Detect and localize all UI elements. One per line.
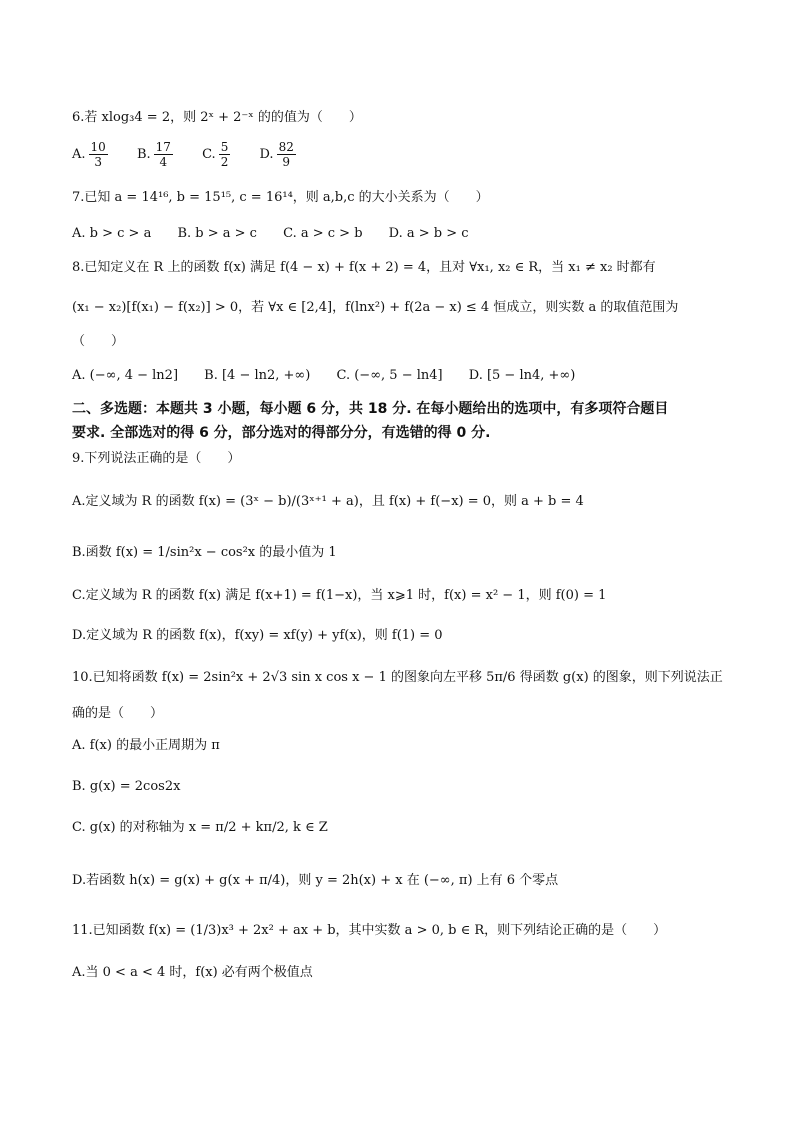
q6-option-b: B. $\frac{17}{4}$	[136, 140, 171, 169]
q8-option-d: D. [5 − ln4, +∞)	[468, 368, 576, 383]
q7-stem: 7.已知 a = 14¹⁶, b = 15¹⁵, c = 16¹⁴，则 a,b,c 的大小关系为（ ）	[72, 190, 489, 205]
q7-option-b: B. b > a > c	[177, 226, 257, 241]
q9-option-a: A.定义域为 R 的函数 f(x) = (3ˣ − b)/(3ˣ⁺¹ + a)，且 f(x) + f(−x) = 0，则 a + b = 4	[72, 494, 584, 509]
section2-heading-line1: 二、多选题：本题共 3 小题，每小题 6 分，共 18 分. 在每小题给出的选项中，有多项符合题目	[72, 401, 669, 417]
q6-option-a: A. $\frac{10}{3}$	[72, 140, 106, 169]
q8-stem-line2: (x₁ − x₂)[f(x₁) − f(x₂)] > 0，若 ∀x ∈ [2,4]，f(lnx²) + f(2a − x) ≤ 4 恒成立，则实数 a 的取值范围为	[72, 300, 679, 315]
q10-option-c: C. g(x) 的对称轴为 x = π/2 + kπ/2, k ∈ Z	[72, 820, 328, 835]
q6-stem: 6.若 xlog₃4 = 2，则 2ˣ + 2⁻ˣ 的的值为（ ）	[72, 110, 362, 125]
q9-option-b: B.函数 f(x) = 1/sin²x − cos²x 的最小值为 1	[72, 545, 337, 560]
q7-option-d: D. a > b > c	[388, 226, 469, 241]
q7-option-c: C. a > c > b	[283, 226, 363, 241]
q9-option-d: D.定义域为 R 的函数 f(x)，f(xy) = xf(y) + yf(x)，则 f(1) = 0	[72, 628, 443, 643]
section2-heading-line2: 要求. 全部选对的得 6 分，部分选对的得部分分，有选错的得 0 分.	[72, 425, 491, 441]
q10-stem-line2: 确的是（ ）	[72, 706, 164, 721]
q8-option-b: B. [4 − ln2, +∞)	[204, 368, 311, 383]
q6-options	[72, 140, 734, 174]
q11-stem: 11.已知函数 f(x) = (1/3)x³ + 2x² + ax + b，其中实数 a > 0, b ∈ R，则下列结论正确的是（ ）	[72, 923, 667, 938]
q10-stem-line1: 10.已知将函数 f(x) = 2sin²x + 2√3 sin x cos x − 1 的图象向左平移 5π/6 得函数 g(x) 的图象，则下列说法正	[72, 670, 723, 685]
q9-option-c: C.定义域为 R 的函数 f(x) 满足 f(x+1) = f(1−x)，当 x⩾1 时，f(x) = x² − 1，则 f(0) = 1	[72, 588, 607, 603]
q10-option-b: B. g(x) = 2cos2x	[72, 779, 181, 794]
q6-option-d: D. $\frac{82}{9}$	[259, 140, 294, 169]
q7-option-a: A. b > c > a	[72, 226, 152, 241]
q10-option-a: A. f(x) 的最小正周期为 π	[72, 738, 220, 753]
q9-stem: 9.下列说法正确的是（ ）	[72, 451, 241, 466]
q8-option-c: C. (−∞, 5 − ln4]	[336, 368, 443, 383]
q8-option-a: A. (−∞, 4 − ln2]	[72, 368, 179, 383]
q10-option-d: D.若函数 h(x) = g(x) + g(x + π/4)，则 y = 2h(x) + x 在 (−∞, π) 上有 6 个零点	[72, 873, 559, 888]
q8-options	[72, 366, 734, 386]
q8-stem-line3: （ ）	[72, 334, 125, 349]
q7-options	[72, 224, 734, 244]
q6-option-c: C. $\frac{5}{2}$	[202, 140, 229, 169]
q8-stem-line1: 8.已知定义在 R 上的函数 f(x) 满足 f(4 − x) + f(x + 2) = 4，且对 ∀x₁, x₂ ∈ R，当 x₁ ≠ x₂ 时都有	[72, 260, 656, 275]
q11-option-a: A.当 0 < a < 4 时，f(x) 必有两个极值点	[72, 965, 313, 980]
